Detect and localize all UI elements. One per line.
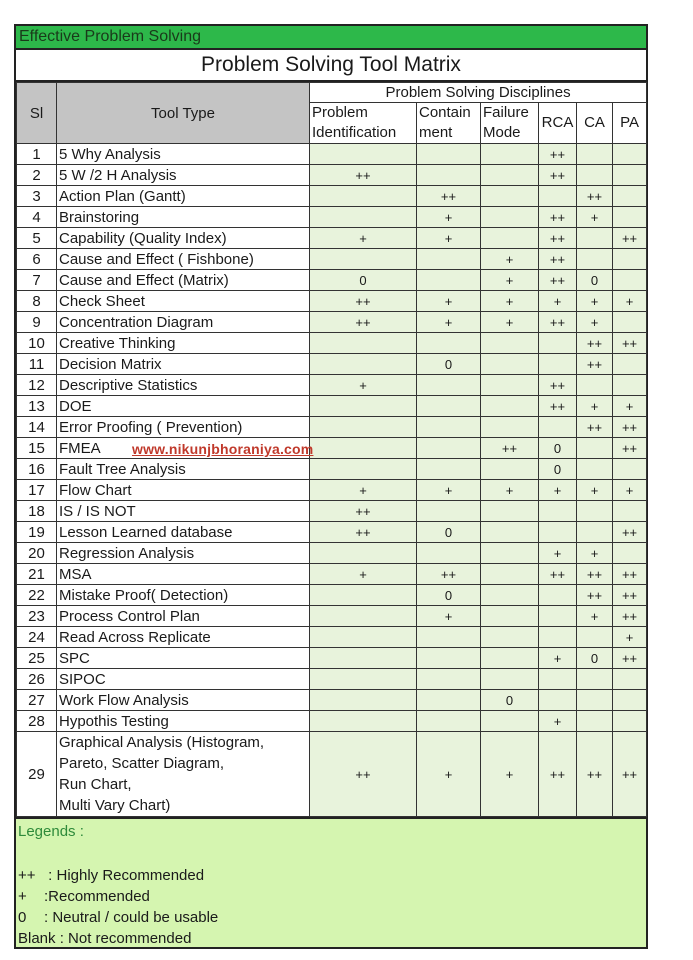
cell-problem-identification: ++ — [310, 501, 417, 522]
cell-rca: ++ — [539, 249, 577, 270]
row-sl: 6 — [17, 249, 57, 270]
cell-failure-mode — [481, 354, 539, 375]
cell-pa: ++ — [613, 438, 647, 459]
cell-failure-mode — [481, 333, 539, 354]
cell-pa: ++ — [613, 648, 647, 669]
legend-title: Legends : — [18, 823, 84, 840]
banner: Effective Problem Solving — [16, 26, 646, 50]
cell-ca: ++ — [577, 732, 613, 817]
row-tool: SIPOC — [57, 669, 310, 690]
cell-rca — [539, 522, 577, 543]
cell-ca: 0 — [577, 270, 613, 291]
row-tool: Concentration Diagram — [57, 312, 310, 333]
table-row — [17, 480, 647, 501]
cell-ca: + — [577, 396, 613, 417]
row-tool: IS / IS NOT — [57, 501, 310, 522]
legend-symbol: 0 — [18, 909, 27, 926]
cell-failure-mode — [481, 165, 539, 186]
cell-problem-identification: 0 — [310, 270, 417, 291]
cell-ca: + — [577, 207, 613, 228]
row-tool: Check Sheet — [57, 291, 310, 312]
cell-failure-mode — [481, 375, 539, 396]
cell-rca — [539, 501, 577, 522]
row-tool: Cause and Effect (Matrix) — [57, 270, 310, 291]
cell-pa: ++ — [613, 228, 647, 249]
cell-failure-mode — [481, 711, 539, 732]
table-row — [17, 375, 647, 396]
cell-rca — [539, 354, 577, 375]
cell-problem-identification: ++ — [310, 732, 417, 817]
cell-failure-mode — [481, 585, 539, 606]
header-containment: Contain ment — [417, 103, 481, 144]
cell-ca: + — [577, 543, 613, 564]
header-problem-identification: Problem Identification — [310, 103, 417, 144]
cell-rca: + — [539, 480, 577, 501]
cell-rca: ++ — [539, 375, 577, 396]
row-tool: Descriptive Statistics — [57, 375, 310, 396]
cell-ca — [577, 690, 613, 711]
cell-failure-mode — [481, 417, 539, 438]
legend — [16, 817, 646, 947]
row-tool: Work Flow Analysis — [57, 690, 310, 711]
table-row — [17, 501, 647, 522]
cell-failure-mode: + — [481, 312, 539, 333]
cell-problem-identification — [310, 354, 417, 375]
cell-pa: + — [613, 396, 647, 417]
cell-rca: + — [539, 291, 577, 312]
cell-rca — [539, 690, 577, 711]
cell-ca — [577, 459, 613, 480]
header-sl: Sl — [17, 83, 57, 144]
tool-matrix-table — [16, 82, 647, 817]
row-tool: Brainstoring — [57, 207, 310, 228]
table-row — [17, 186, 647, 207]
cell-rca: 0 — [539, 438, 577, 459]
cell-failure-mode: + — [481, 291, 539, 312]
legend-item — [18, 928, 646, 949]
cell-pa: ++ — [613, 417, 647, 438]
cell-pa — [613, 165, 647, 186]
cell-pa: ++ — [613, 522, 647, 543]
row-sl: 22 — [17, 585, 57, 606]
row-tool: Decision Matrix — [57, 354, 310, 375]
row-sl: 9 — [17, 312, 57, 333]
row-sl: 26 — [17, 669, 57, 690]
legend-item — [18, 907, 646, 928]
row-sl: 23 — [17, 606, 57, 627]
row-sl: 10 — [17, 333, 57, 354]
table-row — [17, 165, 647, 186]
cell-rca — [539, 627, 577, 648]
table-row — [17, 291, 647, 312]
row-tool: 5 Why Analysis — [57, 144, 310, 165]
table-row — [17, 354, 647, 375]
row-tool: Error Proofing ( Prevention) — [57, 417, 310, 438]
cell-rca: + — [539, 711, 577, 732]
cell-problem-identification: ++ — [310, 165, 417, 186]
row-sl: 16 — [17, 459, 57, 480]
cell-pa: ++ — [613, 585, 647, 606]
cell-rca: ++ — [539, 732, 577, 817]
row-sl: 5 — [17, 228, 57, 249]
header-failure-mode: Failure Mode — [481, 103, 539, 144]
tool-line: Multi Vary Chart) — [59, 797, 171, 814]
row-sl: 2 — [17, 165, 57, 186]
table-row — [17, 459, 647, 480]
cell-pa: ++ — [613, 564, 647, 585]
cell-pa — [613, 186, 647, 207]
row-sl: 19 — [17, 522, 57, 543]
table-row — [17, 606, 647, 627]
cell-failure-mode: + — [481, 270, 539, 291]
cell-ca — [577, 249, 613, 270]
table-row — [17, 207, 647, 228]
cell-pa — [613, 144, 647, 165]
cell-ca — [577, 438, 613, 459]
cell-failure-mode — [481, 186, 539, 207]
cell-ca — [577, 165, 613, 186]
cell-failure-mode — [481, 144, 539, 165]
row-sl: 7 — [17, 270, 57, 291]
table-row — [17, 417, 647, 438]
cell-rca: ++ — [539, 396, 577, 417]
cell-containment: + — [417, 312, 481, 333]
table-row — [17, 144, 647, 165]
cell-rca: ++ — [539, 312, 577, 333]
cell-problem-identification — [310, 396, 417, 417]
cell-failure-mode: + — [481, 249, 539, 270]
cell-containment: 0 — [417, 522, 481, 543]
cell-containment — [417, 165, 481, 186]
cell-failure-mode — [481, 522, 539, 543]
cell-containment — [417, 690, 481, 711]
cell-pa — [613, 375, 647, 396]
cell-problem-identification — [310, 417, 417, 438]
cell-pa: ++ — [613, 732, 647, 817]
table-row — [17, 564, 647, 585]
table-row — [17, 228, 647, 249]
cell-containment — [417, 144, 481, 165]
header-tool-type: Tool Type — [57, 83, 310, 144]
table-row — [17, 438, 647, 459]
cell-containment — [417, 396, 481, 417]
cell-ca — [577, 522, 613, 543]
row-tool — [57, 732, 310, 817]
cell-problem-identification — [310, 459, 417, 480]
table-row — [17, 585, 647, 606]
cell-containment: 0 — [417, 585, 481, 606]
cell-pa — [613, 669, 647, 690]
row-tool: Flow Chart — [57, 480, 310, 501]
cell-pa — [613, 270, 647, 291]
cell-containment — [417, 711, 481, 732]
row-sl: 4 — [17, 207, 57, 228]
cell-containment — [417, 501, 481, 522]
cell-ca — [577, 501, 613, 522]
cell-rca — [539, 186, 577, 207]
row-tool: DOE — [57, 396, 310, 417]
cell-rca: ++ — [539, 228, 577, 249]
cell-problem-identification — [310, 648, 417, 669]
row-sl: 14 — [17, 417, 57, 438]
row-sl: 18 — [17, 501, 57, 522]
cell-rca: ++ — [539, 165, 577, 186]
cell-containment — [417, 648, 481, 669]
cell-containment — [417, 417, 481, 438]
cell-containment — [417, 627, 481, 648]
cell-rca: ++ — [539, 270, 577, 291]
row-sl: 17 — [17, 480, 57, 501]
cell-rca: + — [539, 648, 577, 669]
row-sl: 21 — [17, 564, 57, 585]
cell-problem-identification — [310, 249, 417, 270]
table-row — [17, 396, 647, 417]
row-tool: Mistake Proof( Detection) — [57, 585, 310, 606]
row-sl: 8 — [17, 291, 57, 312]
cell-pa — [613, 459, 647, 480]
cell-problem-identification: + — [310, 480, 417, 501]
cell-containment — [417, 375, 481, 396]
cell-pa — [613, 543, 647, 564]
cell-failure-mode: 0 — [481, 690, 539, 711]
header-disciplines: Problem Solving Disciplines — [310, 83, 647, 103]
cell-rca — [539, 333, 577, 354]
cell-ca — [577, 711, 613, 732]
legend-symbol: + — [18, 888, 27, 905]
cell-problem-identification — [310, 669, 417, 690]
header-ca: CA — [577, 103, 613, 144]
row-tool: Capability (Quality Index) — [57, 228, 310, 249]
legend-text: : Neutral / could be usable — [44, 909, 219, 926]
table-row — [17, 648, 647, 669]
cell-problem-identification — [310, 627, 417, 648]
row-sl: 12 — [17, 375, 57, 396]
cell-problem-identification — [310, 711, 417, 732]
cell-containment: ++ — [417, 564, 481, 585]
cell-rca: + — [539, 543, 577, 564]
row-tool: Read Across Replicate — [57, 627, 310, 648]
cell-problem-identification — [310, 438, 417, 459]
cell-ca: + — [577, 291, 613, 312]
cell-failure-mode: + — [481, 480, 539, 501]
cell-containment: + — [417, 606, 481, 627]
legend-item — [18, 865, 646, 886]
legend-symbol: Blank — [18, 930, 56, 947]
row-sl: 28 — [17, 711, 57, 732]
tool-line: Run Chart, — [59, 776, 132, 793]
row-sl: 29 — [17, 732, 57, 817]
cell-containment: ++ — [417, 186, 481, 207]
cell-failure-mode — [481, 627, 539, 648]
cell-failure-mode — [481, 459, 539, 480]
cell-ca: + — [577, 312, 613, 333]
cell-problem-identification: ++ — [310, 291, 417, 312]
cell-failure-mode — [481, 228, 539, 249]
cell-failure-mode: + — [481, 732, 539, 817]
cell-ca: + — [577, 480, 613, 501]
table-row — [17, 711, 647, 732]
row-sl: 24 — [17, 627, 57, 648]
cell-problem-identification: ++ — [310, 522, 417, 543]
cell-failure-mode — [481, 501, 539, 522]
row-tool: Process Control Plan — [57, 606, 310, 627]
cell-containment: + — [417, 480, 481, 501]
cell-rca: ++ — [539, 564, 577, 585]
row-tool: SPC — [57, 648, 310, 669]
cell-problem-identification — [310, 543, 417, 564]
table-row — [17, 333, 647, 354]
table-row — [17, 270, 647, 291]
row-sl: 25 — [17, 648, 57, 669]
cell-pa — [613, 501, 647, 522]
cell-containment — [417, 669, 481, 690]
cell-pa: + — [613, 291, 647, 312]
cell-pa — [613, 711, 647, 732]
table-row — [17, 312, 647, 333]
cell-failure-mode: ++ — [481, 438, 539, 459]
cell-containment: + — [417, 732, 481, 817]
cell-pa — [613, 690, 647, 711]
table-row — [17, 690, 647, 711]
cell-problem-identification — [310, 606, 417, 627]
cell-containment — [417, 459, 481, 480]
tool-line: Pareto, Scatter Diagram, — [59, 755, 225, 772]
cell-ca — [577, 669, 613, 690]
legend-text: :Recommended — [44, 888, 150, 905]
cell-ca: ++ — [577, 564, 613, 585]
cell-pa — [613, 354, 647, 375]
cell-ca — [577, 144, 613, 165]
cell-rca: ++ — [539, 144, 577, 165]
header-pa: PA — [613, 103, 647, 144]
table-row — [17, 669, 647, 690]
header-rca: RCA — [539, 103, 577, 144]
cell-containment — [417, 438, 481, 459]
row-sl: 20 — [17, 543, 57, 564]
tool-matrix-sheet — [14, 24, 648, 949]
cell-rca: 0 — [539, 459, 577, 480]
legend-item — [18, 886, 646, 907]
cell-problem-identification: + — [310, 564, 417, 585]
cell-failure-mode — [481, 606, 539, 627]
row-tool: Regression Analysis — [57, 543, 310, 564]
row-tool: MSA — [57, 564, 310, 585]
cell-pa — [613, 207, 647, 228]
cell-pa — [613, 312, 647, 333]
cell-rca — [539, 606, 577, 627]
cell-containment — [417, 333, 481, 354]
cell-ca: ++ — [577, 186, 613, 207]
cell-ca: ++ — [577, 585, 613, 606]
cell-ca: ++ — [577, 354, 613, 375]
table-row — [17, 249, 647, 270]
page-title: Problem Solving Tool Matrix — [16, 50, 646, 82]
cell-rca — [539, 669, 577, 690]
row-tool: Lesson Learned database — [57, 522, 310, 543]
row-sl: 27 — [17, 690, 57, 711]
cell-problem-identification: + — [310, 375, 417, 396]
row-sl: 1 — [17, 144, 57, 165]
row-tool: FMEA — [57, 438, 310, 459]
cell-problem-identification — [310, 690, 417, 711]
cell-containment: + — [417, 291, 481, 312]
legend-text: : Highly Recommended — [44, 867, 205, 884]
cell-problem-identification — [310, 207, 417, 228]
cell-problem-identification: ++ — [310, 312, 417, 333]
cell-ca — [577, 627, 613, 648]
tool-line: Graphical Analysis (Histogram, — [59, 734, 265, 751]
legend-symbol: ++ — [18, 867, 36, 884]
row-tool: Creative Thinking — [57, 333, 310, 354]
cell-rca: ++ — [539, 207, 577, 228]
table-row — [17, 627, 647, 648]
matrix-body — [17, 144, 647, 732]
cell-containment: + — [417, 207, 481, 228]
watermark: www.nikunjbhoraniya.com — [132, 441, 314, 457]
cell-ca: ++ — [577, 417, 613, 438]
row-tool: 5 W /2 H Analysis — [57, 165, 310, 186]
cell-ca: ++ — [577, 333, 613, 354]
cell-containment: 0 — [417, 354, 481, 375]
cell-failure-mode — [481, 207, 539, 228]
cell-failure-mode — [481, 669, 539, 690]
row-sl: 11 — [17, 354, 57, 375]
table-row — [17, 522, 647, 543]
cell-failure-mode — [481, 648, 539, 669]
row-tool: Fault Tree Analysis — [57, 459, 310, 480]
cell-problem-identification — [310, 186, 417, 207]
cell-problem-identification — [310, 585, 417, 606]
cell-problem-identification — [310, 144, 417, 165]
cell-failure-mode — [481, 564, 539, 585]
cell-failure-mode — [481, 543, 539, 564]
cell-containment: + — [417, 228, 481, 249]
cell-problem-identification — [310, 333, 417, 354]
table-row — [17, 543, 647, 564]
cell-failure-mode — [481, 396, 539, 417]
cell-ca: + — [577, 606, 613, 627]
legend-text: : Not recommended — [55, 930, 192, 947]
cell-rca — [539, 585, 577, 606]
cell-problem-identification: + — [310, 228, 417, 249]
row-sl: 13 — [17, 396, 57, 417]
cell-pa: + — [613, 627, 647, 648]
cell-pa — [613, 249, 647, 270]
cell-containment — [417, 270, 481, 291]
row-tool: Cause and Effect ( Fishbone) — [57, 249, 310, 270]
row-sl: 3 — [17, 186, 57, 207]
cell-pa: + — [613, 480, 647, 501]
row-sl: 15 — [17, 438, 57, 459]
cell-rca — [539, 417, 577, 438]
cell-pa: ++ — [613, 333, 647, 354]
row-tool: Hypothis Testing — [57, 711, 310, 732]
cell-ca — [577, 228, 613, 249]
row-tool: Action Plan (Gantt) — [57, 186, 310, 207]
table-row — [17, 732, 647, 817]
cell-ca: 0 — [577, 648, 613, 669]
cell-containment — [417, 543, 481, 564]
cell-containment — [417, 249, 481, 270]
cell-ca — [577, 375, 613, 396]
cell-pa: ++ — [613, 606, 647, 627]
